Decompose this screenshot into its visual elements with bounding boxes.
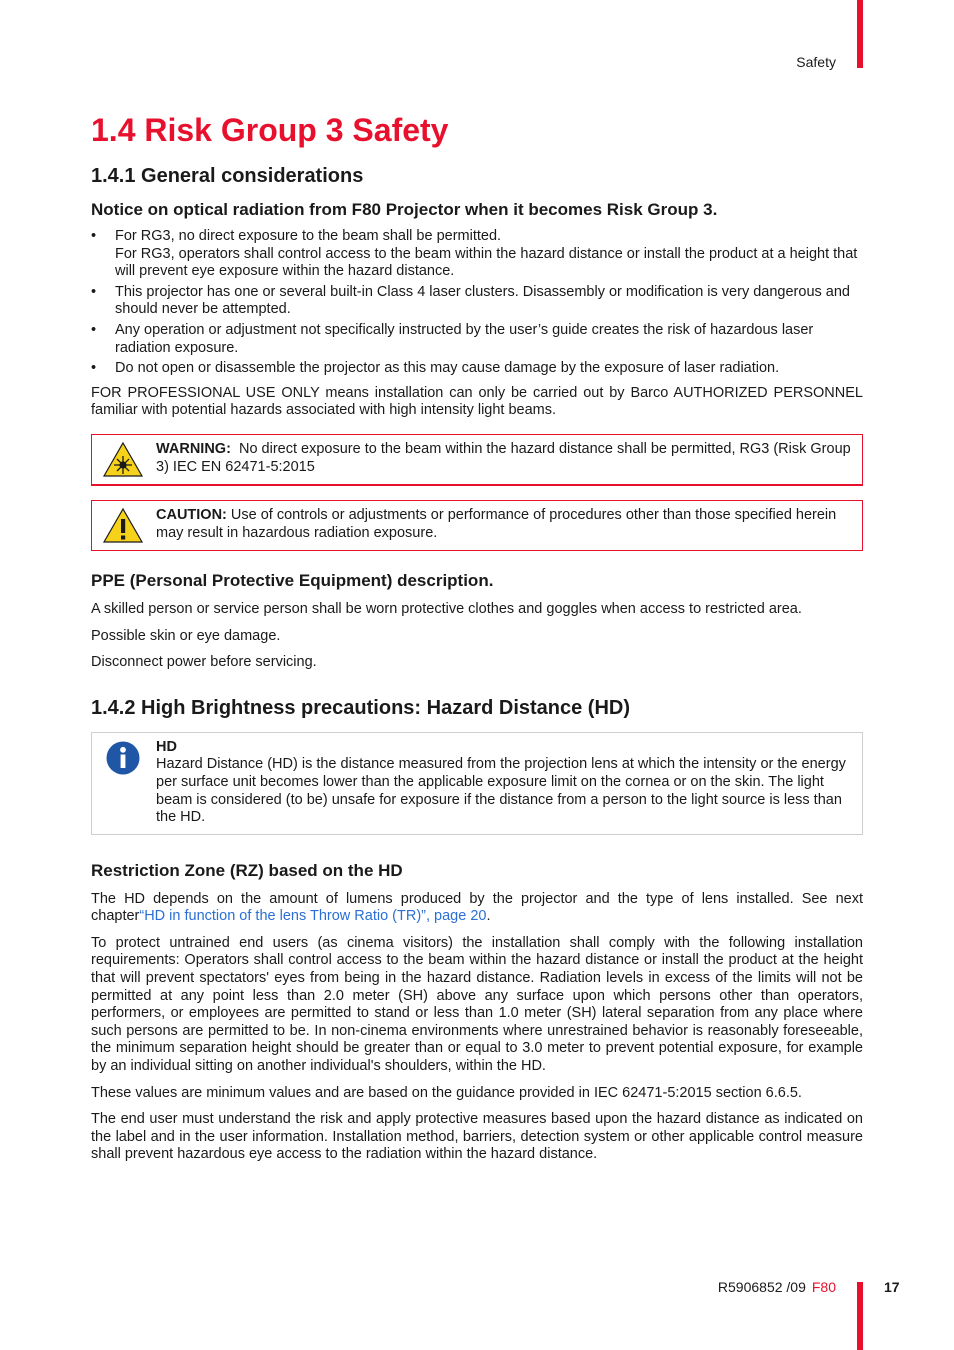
professional-use-paragraph: FOR PROFESSIONAL USE ONLY means installation can only be carried out by Barco AUTHORIZED PERSONNEL familiar with potential hazards associated with high intensity light beams. — [91, 384, 863, 419]
section-heading-hd: 1.4.2 High Brightness precautions: Hazard Distance (HD) — [91, 696, 631, 719]
caution-exclamation-icon — [102, 507, 144, 545]
list-item — [91, 228, 863, 281]
header-accent-bar — [857, 0, 863, 68]
caution-text: Use of controls or adjustments or performance of procedures other than those specified herein may result in hazardous radiation exposure. — [156, 506, 837, 541]
rz-paragraph — [91, 891, 863, 926]
notice-heading: Notice on optical radiation from F80 Projector when it becomes Risk Group 3. — [91, 200, 718, 219]
rz-heading: Restriction Zone (RZ) based on the HD — [91, 860, 403, 880]
bullet-subtext: For RG3, operators shall control access to the beam within the hazard distance or install the product at a height that will prevent eye exposure within the hazard distance. — [115, 245, 858, 280]
caution-box — [91, 500, 863, 551]
footer-accent-bar — [857, 1282, 863, 1350]
info-label: HD — [156, 738, 177, 755]
chapter-link[interactable]: “HD in function of the lens Throw Ratio (TR)”, page 20 — [139, 908, 487, 925]
bullet-text: Do not open or disassemble the projector as this may cause damage by the exposure of laser radiation. — [115, 360, 780, 377]
bullet-mark: • — [91, 360, 97, 377]
ppe-paragraph: Disconnect power before servicing. — [91, 654, 317, 671]
page-number: 17 — [884, 1279, 900, 1295]
list-item — [91, 284, 863, 319]
ppe-paragraph: A skilled person or service person shall be worn protective clothes and goggles when access to restricted area. — [91, 600, 802, 617]
model-name: F80 — [811, 1279, 836, 1295]
laser-warning-icon — [102, 441, 144, 479]
warning-label: WARNING: — [156, 440, 231, 457]
bullet-text: This projector has one or several built-in Class 4 laser clusters. Disassembly or modification is very dangerous and should never be attempted. — [115, 283, 850, 318]
bullet-mark: • — [91, 283, 97, 300]
rz-paragraph-text: The HD depends on the amount of lumens produced by the projector and the type of lens installed. See next chapter — [91, 890, 863, 925]
bullet-mark: • — [91, 228, 97, 244]
rz-paragraph-end: . — [486, 908, 491, 925]
bullet-mark: • — [91, 321, 97, 338]
ppe-heading: PPE (Personal Protective Equipment) description. — [91, 570, 494, 590]
ppe-paragraph: Possible skin or eye damage. — [91, 627, 281, 644]
rz-paragraph: To protect untrained end users (as cinema visitors) the installation shall comply with the following installation requirements: Operators shall control access to the beam within the hazard distance or install the product at the height that will prevent spectators' eyes from being in the hazard distance. Radiation levels in excess of the limits will not be permitted at any point less than 2.0 meter (SH) above any surface upon which persons other than operators, performers, or employees are permitted to stand or less than 1.0 meter (SH) lateral separation from any place where such persons are permitted to be. In non-cinema environments where unrestrained behavior is reasonably foreseeable, the minimum separation height should be greater than or equal to 3.0 meter to prevent potential exposure, for example by an individual sitting on another individual's shoulders, within the HD. — [91, 934, 863, 1075]
rz-paragraph: The end user must understand the risk and apply protective measures based upon the hazard distance as indicated on the label and in the user information. Installation method, barriers, detection system or other applicable control measure shall prevent hazardous eye access to the radiation within the hazard distance. — [91, 1111, 863, 1163]
list-item — [91, 360, 863, 378]
running-header: Safety — [796, 54, 836, 70]
section-heading-general: 1.4.1 General considerations — [91, 165, 364, 187]
info-icon — [106, 741, 140, 775]
list-item — [91, 322, 863, 357]
warning-text: No direct exposure to the beam within the hazard distance shall be permitted, RG3 (Risk Group 3) IEC EN 62471-5:2015 — [156, 440, 851, 475]
footer-doc-info — [718, 1279, 836, 1295]
doc-number: R5906852 /09 — [717, 1279, 806, 1295]
info-text: Hazard Distance (HD) is the distance measured from the projection lens at which the intensity or the energy per surface unit becomes lower than the applicable exposure limit on the cornea or on the skin. The light beam is considered (to be) unsafe for exposure if the distance from a person to the light source is less than the HD. — [156, 756, 846, 826]
info-box — [91, 732, 863, 835]
page-title: 1.4 Risk Group 3 Safety — [91, 112, 449, 148]
bullet-text: For RG3, no direct exposure to the beam shall be permitted. — [115, 228, 502, 244]
rz-paragraph: These values are minimum values and are based on the guidance provided in IEC 62471-5:2015 section 6.6.5. — [91, 1084, 802, 1101]
warning-box — [91, 434, 863, 486]
caution-label: CAUTION: — [156, 506, 227, 523]
bullet-list — [91, 228, 863, 378]
page-content — [91, 112, 863, 1173]
bullet-text: Any operation or adjustment not specifically instructed by the user’s guide creates the risk of hazardous laser radiation exposure. — [115, 321, 814, 356]
